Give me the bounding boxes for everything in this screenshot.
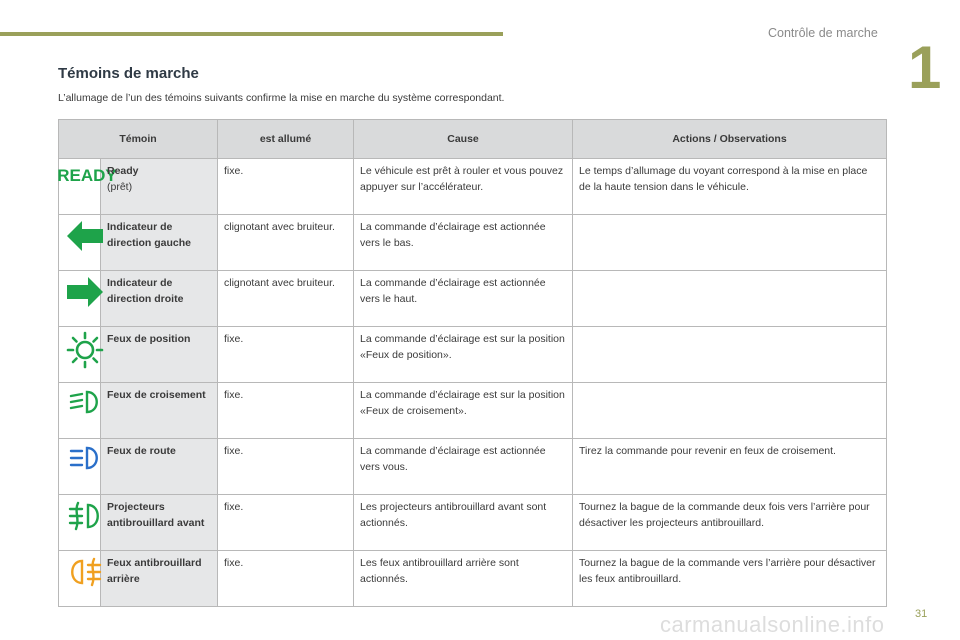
arrow-right-icon [59,271,101,327]
row-name-text: Ready [107,165,139,177]
row-state: clignotant avec bruiteur. [218,271,354,327]
header-actions: Actions / Observations [573,120,887,159]
front-fog-icon [59,495,101,551]
row-cause: La commande d’éclairage est actionnée vers le haut. [354,271,573,327]
chapter-number: 1 [908,34,942,101]
table-row [59,383,887,439]
row-action [573,327,887,383]
row-cause: La commande d’éclairage est sur la position «Feux de croisement». [354,383,573,439]
header-temoin: Témoin [59,120,218,159]
row-cause: Les projecteurs antibrouillard avant sont actionnés. [354,495,573,551]
row-name: Feux antibrouillard arrière [101,551,218,607]
section-title: Témoins de marche [58,65,199,82]
row-action: Le temps d’allumage du voyant correspond à la mise en place de la haute tension dans le véhicule. [573,159,887,215]
rear-fog-icon [59,551,101,607]
header-est-allume: est allumé [218,120,354,159]
indicator-table [58,119,887,607]
row-action: Tournez la bague de la commande vers l’arrière pour désactiver les feux antibrouillard. [573,551,887,607]
watermark: carmanualsonline.info [660,612,885,637]
row-name: Indicateur de direction droite [101,271,218,327]
low-beam-icon [59,383,101,439]
row-cause: Le véhicule est prêt à rouler et vous pouvez appuyer sur l’accélérateur. [354,159,573,215]
page-number: 31 [915,608,928,620]
row-name [101,159,218,215]
svg-text:READY: READY [57,166,117,185]
table-row [59,271,887,327]
row-state: fixe. [218,159,354,215]
ready-icon [57,159,117,215]
table-row [59,159,887,215]
row-cause: La commande d’éclairage est actionnée vers vous. [354,439,573,495]
table-header-row [59,120,887,159]
row-state: fixe. [218,439,354,495]
header-accent-bar [0,32,503,36]
high-beam-icon [59,439,101,495]
chapter-title: Contrôle de marche [768,26,878,40]
row-cause: Les feux antibrouillard arrière sont actionnés. [354,551,573,607]
header-cause: Cause [354,120,573,159]
row-state: fixe. [218,383,354,439]
row-action [573,271,887,327]
position-lights-icon [59,327,101,383]
table-row [59,215,887,271]
row-name: Feux de position [101,327,218,383]
row-cause: La commande d’éclairage est actionnée vers le bas. [354,215,573,271]
row-action: Tirez la commande pour revenir en feux de croisement. [573,439,887,495]
table-row [59,495,887,551]
row-state: fixe. [218,495,354,551]
row-name: Feux de croisement [101,383,218,439]
row-action [573,383,887,439]
row-name-sub: (prêt) [107,181,133,194]
row-state: fixe. [218,551,354,607]
row-action [573,215,887,271]
table-row [59,327,887,383]
row-state: fixe. [218,327,354,383]
table-row [59,439,887,495]
section-intro: L’allumage de l’un des témoins suivants confirme la mise en marche du système correspondant. [58,92,505,104]
row-name: Feux de route [101,439,218,495]
arrow-left-icon [59,215,101,271]
row-name: Projecteurs antibrouillard avant [101,495,218,551]
row-name: Indicateur de direction gauche [101,215,218,271]
row-state: clignotant avec bruiteur. [218,215,354,271]
row-cause: La commande d’éclairage est sur la position «Feux de position». [354,327,573,383]
row-action: Tournez la bague de la commande deux fois vers l’arrière pour désactiver les projecteurs antibrouillard. [573,495,887,551]
table-row [59,551,887,607]
